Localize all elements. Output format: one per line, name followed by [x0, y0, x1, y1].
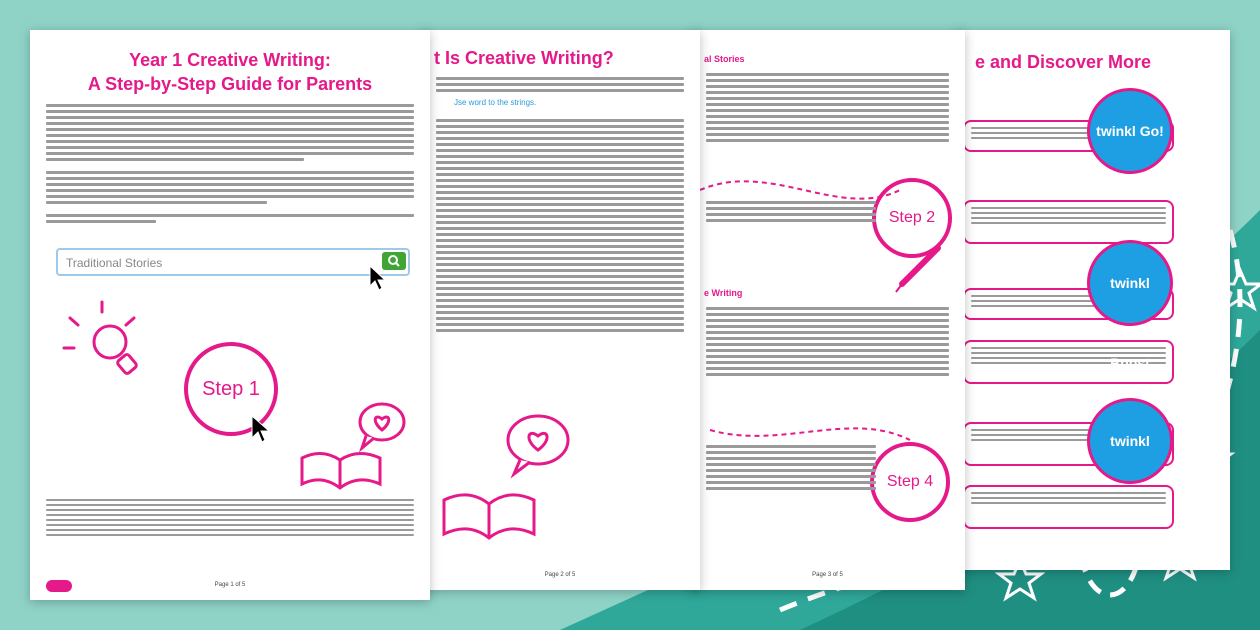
- pencil-icon: [890, 240, 950, 300]
- guide-page-4: [955, 30, 1230, 570]
- search-box[interactable]: [56, 248, 410, 276]
- page-footer: [706, 568, 949, 584]
- open-book-icon: [434, 480, 544, 550]
- body-text: [690, 70, 965, 145]
- lightbulb-icon: [62, 298, 152, 388]
- body-text: [420, 116, 700, 335]
- step-4-label: Step 4: [886, 473, 934, 490]
- resource-box: [963, 200, 1174, 244]
- resource-box: [963, 485, 1174, 529]
- body-text: [690, 442, 892, 493]
- twinkl-logo: twinkl: [1087, 398, 1173, 484]
- heart-speech-bubble-icon: [498, 410, 578, 480]
- page4-heading: e and Discover More: [975, 52, 1152, 72]
- guide-page-3: [690, 30, 965, 590]
- twinkl-go-logo: twinkl Go!: [1087, 88, 1173, 174]
- highlight-text: Jse word to the strings.: [454, 98, 537, 107]
- disclaimer-text: [30, 496, 430, 539]
- page-footer: [436, 568, 684, 584]
- page2-heading: t Is Creative Writing?: [434, 48, 614, 68]
- page-title: [30, 48, 430, 96]
- guide-page-2: [420, 30, 700, 590]
- page-number: Page 3 of 5: [812, 572, 843, 578]
- step-1-label: Step 1: [202, 378, 260, 400]
- open-book-icon: [296, 442, 386, 496]
- guide-page-1: [30, 30, 430, 600]
- cursor-icon: [368, 264, 388, 292]
- body-text: [30, 214, 430, 223]
- twinkl-boost-logo: twinkl Boost: [1087, 240, 1173, 326]
- page-number: Page 2 of 5: [544, 572, 576, 578]
- search-input[interactable]: [64, 252, 368, 274]
- cursor-icon: [250, 414, 272, 444]
- title-line-1: Year 1 Creative Writing:: [129, 50, 331, 70]
- title-line-2: A Step-by-Step Guide for Parents: [87, 74, 373, 94]
- body-text: [30, 104, 430, 161]
- page3-subheading: e Writing: [704, 288, 743, 298]
- body-text: [690, 198, 892, 225]
- twinkl-footer-logo: [46, 580, 72, 592]
- page-footer: [46, 578, 414, 594]
- step-2-label: Step 2: [888, 209, 936, 226]
- page-number: Page 1 of 5: [214, 582, 246, 588]
- body-text: [30, 171, 430, 204]
- page3-heading: al Stories: [704, 54, 745, 64]
- body-text: [690, 304, 965, 379]
- body-text: [420, 74, 700, 95]
